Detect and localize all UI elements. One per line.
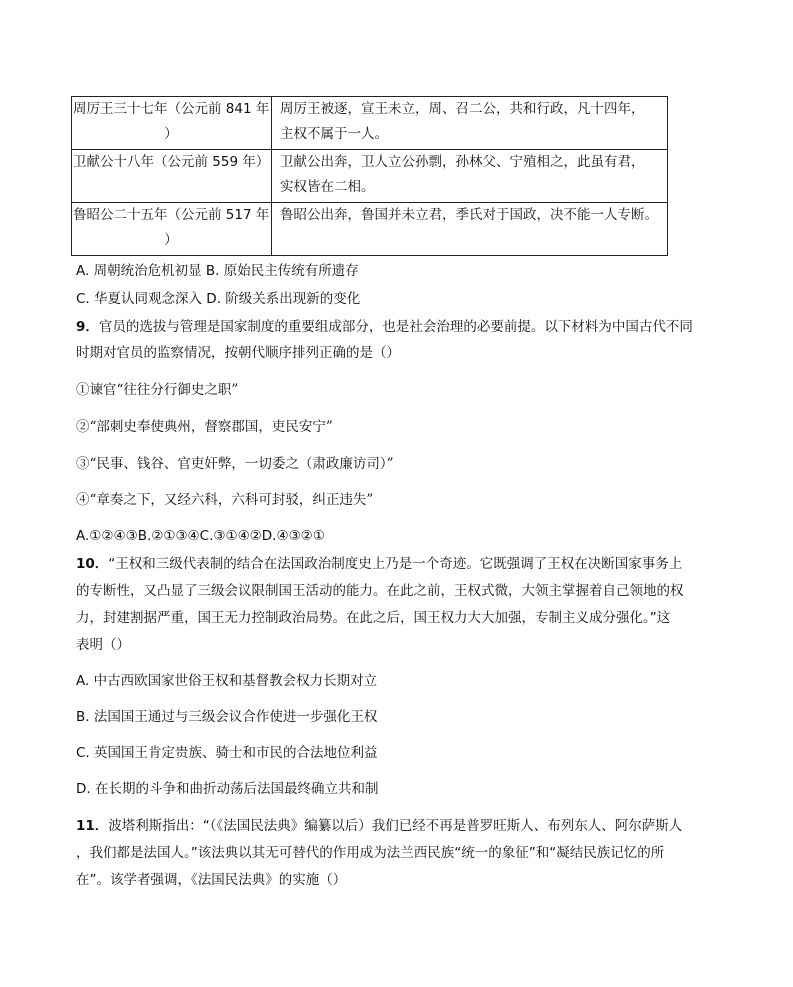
- period-text-cont: ）: [164, 232, 178, 248]
- table-row: [72, 150, 668, 203]
- q10-stem-line-2: 的专断性，又凸显了三级会议限制国王活动的能力。在此之前，王权式微，大领主掌握着自己领地的权: [76, 583, 684, 599]
- table-row: [72, 203, 668, 256]
- q9-stem-line-2: 时期对官员的监察情况，按朝代顺序排列正确的是（）: [76, 345, 400, 361]
- q11-number: 11．: [76, 818, 109, 834]
- event-text: 鲁昭公出奔，鲁国并未立君，季氏对于国政，决不能一人专断。: [280, 207, 658, 223]
- event-text-cont: 实权皆在二相。: [280, 179, 375, 195]
- event-text-cont: 主权不属于一人。: [280, 126, 388, 142]
- q8-options-line-1: A. 周朝统治危机初显 B. 原始民主传统有所遗存: [76, 263, 359, 279]
- q10-stem-line-4: 表明（）: [76, 637, 130, 653]
- q10-stem-line-1: [76, 554, 682, 574]
- q9-item-3: ③“民事、钱谷、官吏奸弊，一切委之（肃政廉访司）”: [76, 456, 394, 472]
- history-table: [71, 96, 668, 256]
- period-cell: [72, 97, 272, 150]
- q10-number: 10．: [76, 556, 109, 572]
- q9-item-2: ②“部刺史奉使典州，督察郡国，吏民安宁”: [76, 419, 333, 435]
- event-cell: [272, 150, 668, 203]
- q11-stem-text: 波塔利斯指出：“（《法国民法典》编纂以后）我们已经不再是普罗旺斯人、布列东人、阿尔萨斯人: [108, 818, 683, 834]
- period-text: 鲁昭公二十五年（公元前 517 年: [73, 207, 270, 223]
- q9-options: A.①②④③B.②①③④C.③①④②D.④③②①: [76, 528, 325, 544]
- q10-stem-text: “王权和三级代表制的结合在法国政治制度史上乃是一个奇迹。它既强调了王权在决断国家事务上: [108, 556, 683, 572]
- q8-options-line-2: C. 华夏认同观念深入 D. 阶级关系出现新的变化: [76, 291, 361, 307]
- q10-option-b: B. 法国国王通过与三级会议合作使进一步强化王权: [76, 709, 378, 725]
- q10-stem-line-3: 力，封建割据严重，国王无力控制政治局势。在此之后，国王权力大大加强，专制主义成分强化。”这: [76, 610, 671, 626]
- period-cell: [72, 203, 272, 256]
- q10-option-d: D. 在长期的斗争和曲折动荡后法国最终确立共和制: [76, 781, 379, 797]
- q11-stem-line-3: 在”。该学者强调，《法国民法典》的实施（）: [76, 872, 347, 888]
- q10-option-a: A. 中古西欧国家世俗王权和基督教会权力长期对立: [76, 673, 378, 689]
- event-text: 卫献公出奔，卫人立公孙剽，孙林父、宁殖相之，此虽有君，: [280, 154, 645, 170]
- period-text-cont: ）: [164, 126, 178, 142]
- event-cell: [272, 203, 668, 256]
- q9-number: 9．: [76, 319, 99, 335]
- event-cell: [272, 97, 668, 150]
- q11-stem-line-2: ，我们都是法国人。”该法典以其无可替代的作用成为法兰西民族“统一的象征”和“凝结民族记忆的所: [76, 845, 665, 861]
- q11-stem-line-1: [76, 816, 682, 836]
- event-text: 周厉王被逐，宣王未立，周、召二公，共和行政，凡十四年，: [280, 101, 645, 117]
- table-row: [72, 97, 668, 150]
- q9-stem-text: 官员的选拔与管理是国家制度的重要组成部分，也是社会治理的必要前提。以下材料为中国古代不同: [98, 319, 693, 335]
- period-cell: [72, 150, 272, 203]
- period-text: 周厉王三十七年（公元前 841 年: [73, 101, 270, 117]
- q10-option-c: C. 英国国王肯定贵族、骑士和市民的合法地位利益: [76, 745, 378, 761]
- q9-stem-line-1: [76, 317, 693, 337]
- q9-item-4: ④“章奏之下，又经六科，六科可封驳，纠正违失”: [76, 492, 374, 508]
- q9-item-1: ①谏官“往往分行御史之职”: [76, 382, 239, 398]
- period-text: 卫献公十八年（公元前 559 年）: [73, 154, 270, 170]
